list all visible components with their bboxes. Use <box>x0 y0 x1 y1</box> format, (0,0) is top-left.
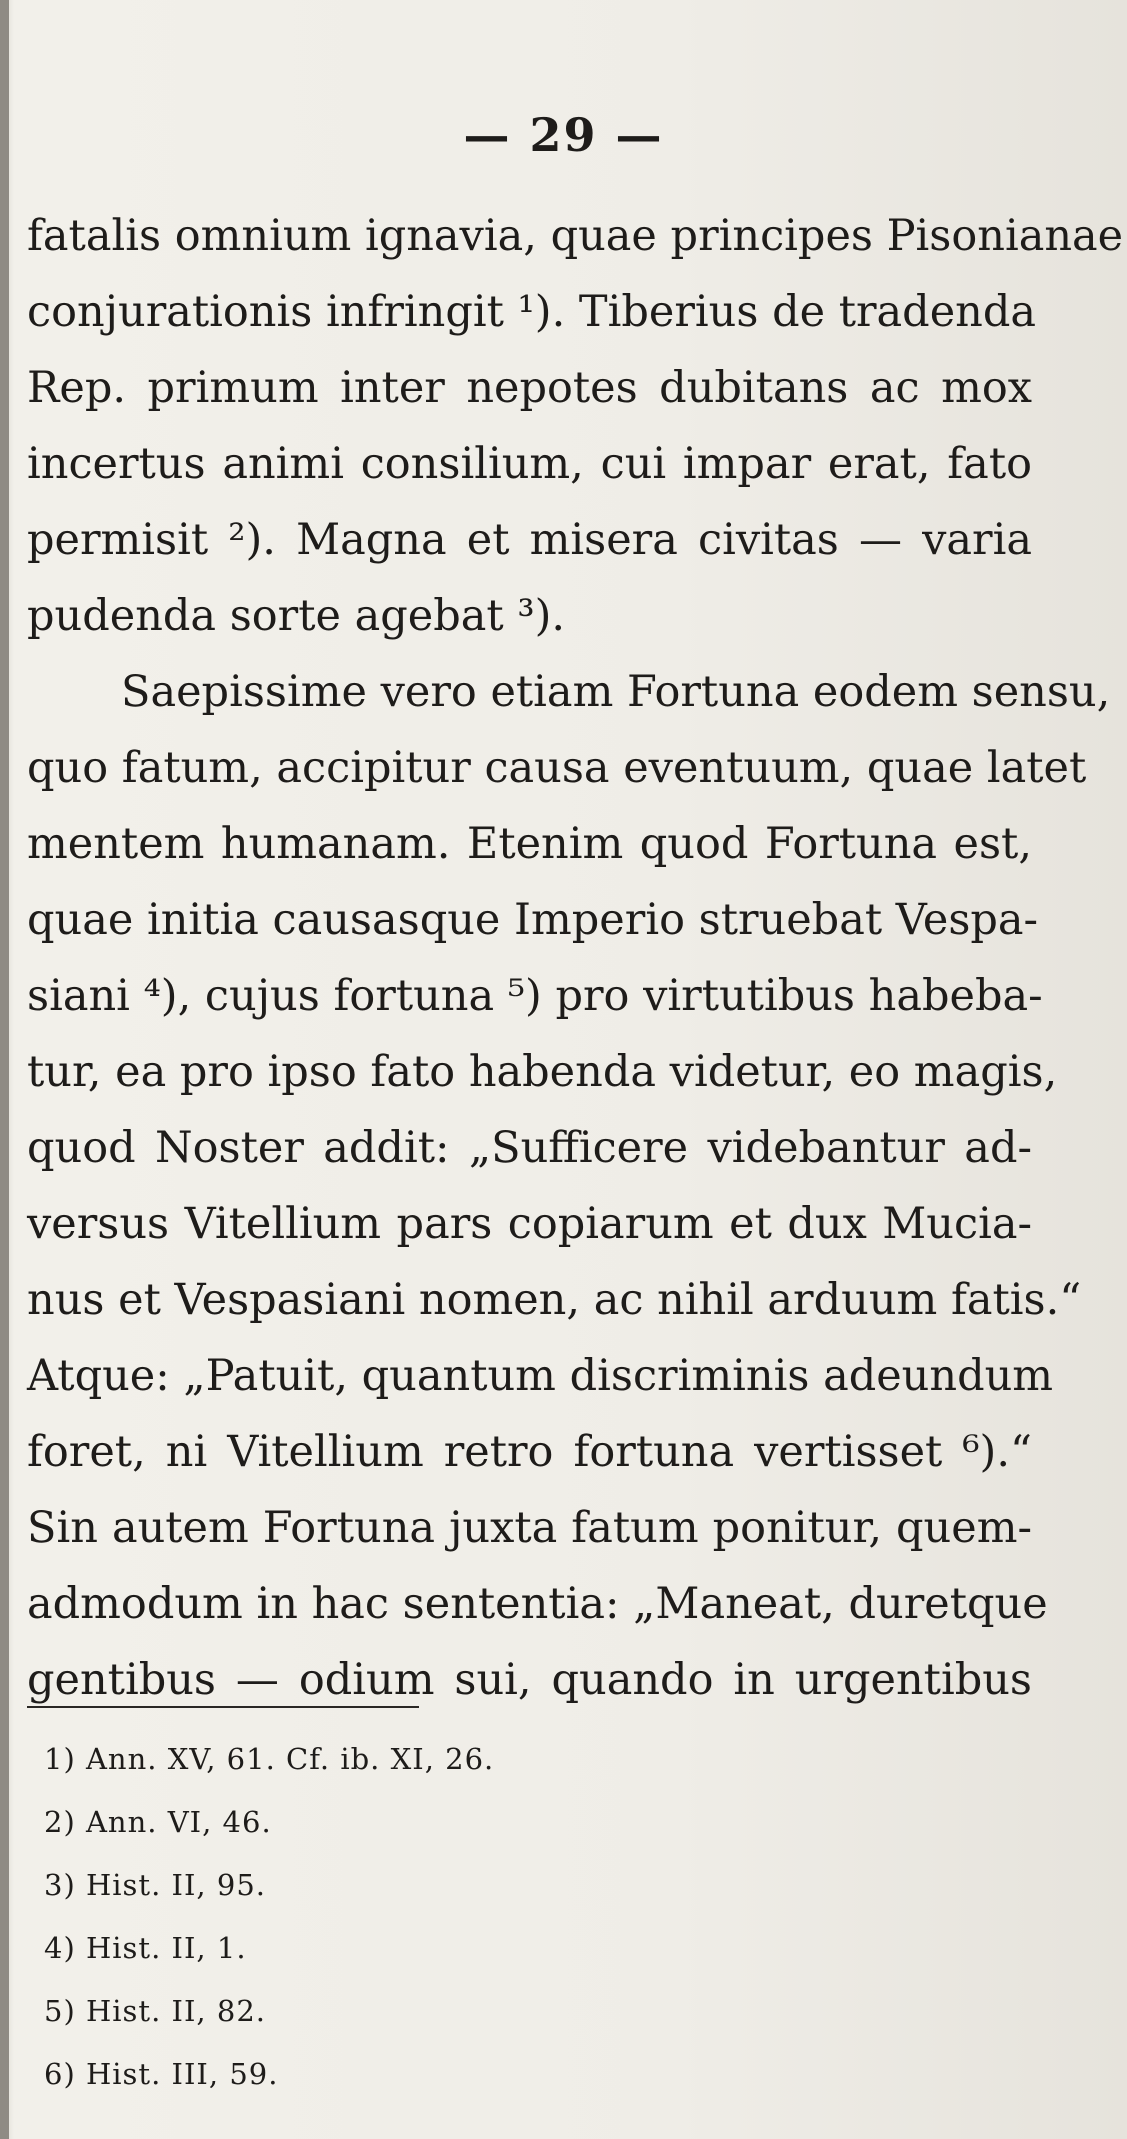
footnote-rule <box>27 1706 419 1708</box>
text-line: foret, ni Vitellium retro fortuna vertisset ⁶).“ <box>27 1427 1032 1477</box>
footnotes <box>44 1728 494 2106</box>
text-line: quae initia causasque Imperio struebat Vespa- <box>27 895 1039 945</box>
text-line: siani ⁴), cujus fortuna ⁵) pro virtutibus habeba- <box>27 971 1043 1021</box>
footnote: 5) Hist. II, 82. <box>44 1994 266 2028</box>
text-line: admodum in hac sententia: „Maneat, duretque <box>27 1579 1048 1629</box>
body-text <box>27 198 1124 1718</box>
text-line: Atque: „Patuit, quantum discriminis adeundum <box>27 1351 1054 1401</box>
text-line: conjurationis infringit ¹). Tiberius de tradenda <box>27 287 1037 337</box>
text-line: tur, ea pro ipso fato habenda videtur, eo magis, <box>27 1047 1058 1097</box>
text-line: quod Noster addit: „Sufficere videbantur ad- <box>27 1123 1032 1173</box>
text-line: quo fatum, accipitur causa eventuum, quae latet <box>27 743 1087 793</box>
text-line: fatalis omnium ignavia, quae principes Pisonianae <box>27 211 1124 261</box>
text-line: Saepissime vero etiam Fortuna eodem sensu, <box>121 667 1111 717</box>
text-line: Rep. primum inter nepotes dubitans ac mox <box>27 363 1032 413</box>
text-line: versus Vitellium pars copiarum et dux Mucia- <box>27 1199 1032 1249</box>
page-number: — 29 — <box>463 108 664 162</box>
text-line: gentibus — odium sui, quando in urgentibus <box>27 1655 1032 1705</box>
footnote: 2) Ann. VI, 46. <box>44 1805 272 1839</box>
text-line: permisit ²). Magna et misera civitas — varia <box>27 515 1032 565</box>
footnote: 3) Hist. II, 95. <box>44 1868 266 1902</box>
footnote: 6) Hist. III, 59. <box>44 2057 279 2091</box>
footnote: 1) Ann. XV, 61. Cf. ib. XI, 26. <box>44 1742 495 1776</box>
text-line: incertus animi consilium, cui impar erat, fato <box>27 439 1032 489</box>
text-line: nus et Vespasiani nomen, ac nihil arduum fatis.“ <box>27 1275 1082 1325</box>
page-edge-shadow <box>0 0 9 2139</box>
footnote: 4) Hist. II, 1. <box>44 1931 247 1965</box>
text-line: mentem humanam. Etenim quod Fortuna est, <box>27 819 1032 869</box>
text-line: Sin autem Fortuna juxta fatum ponitur, quem- <box>27 1503 1032 1553</box>
text-line: pudenda sorte agebat ³). <box>27 591 566 641</box>
